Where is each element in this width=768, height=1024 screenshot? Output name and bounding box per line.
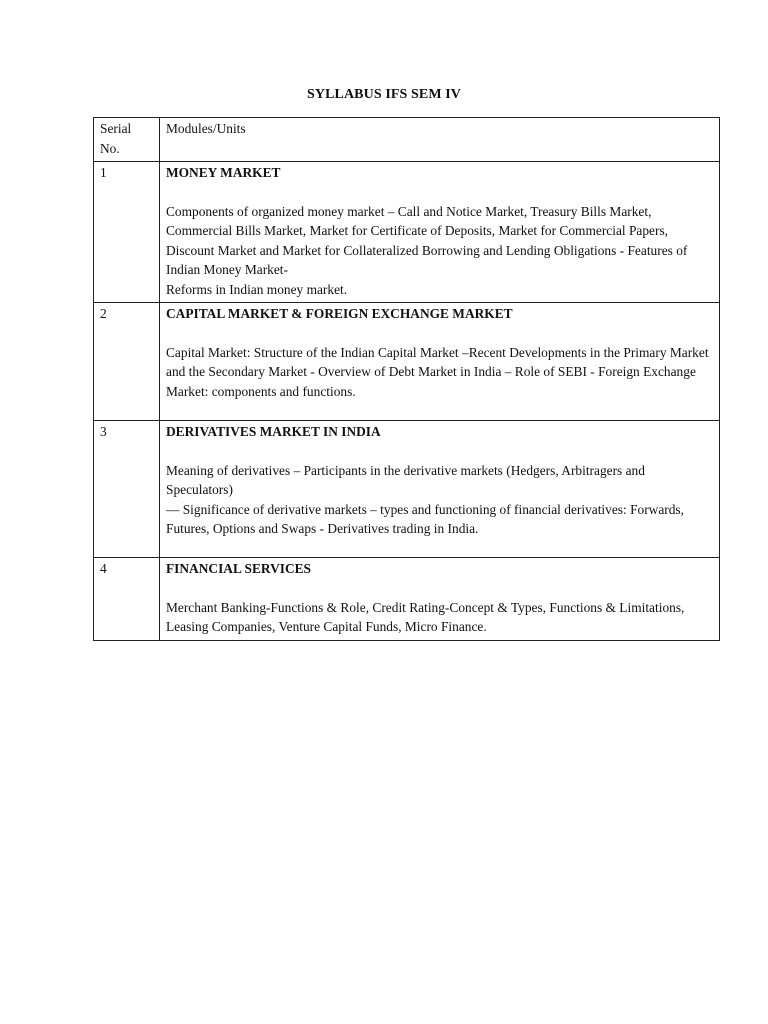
header-serial: Serial No. bbox=[94, 118, 160, 162]
serial-cell: 4 bbox=[94, 558, 160, 641]
module-cell bbox=[160, 421, 720, 558]
module-cell bbox=[160, 558, 720, 641]
module-description bbox=[166, 343, 713, 402]
module-description-line: Capital Market: Structure of the Indian Capital Market –Recent Developments in the Primary Market and the Secondary Market - Overview of Debt Market in India – Role of SEBI - Foreign Exchange Market: components and functions. bbox=[166, 344, 709, 399]
table-row bbox=[94, 162, 720, 303]
serial-cell: 3 bbox=[94, 421, 160, 558]
table-row bbox=[94, 558, 720, 641]
module-title: DERIVATIVES MARKET IN INDIA bbox=[166, 424, 381, 439]
serial-cell: 2 bbox=[94, 303, 160, 421]
serial-cell: 1 bbox=[94, 162, 160, 303]
module-cell bbox=[160, 162, 720, 303]
module-cell bbox=[160, 303, 720, 421]
table-header-row bbox=[94, 118, 720, 162]
module-title: FINANCIAL SERVICES bbox=[166, 561, 312, 576]
module-description-line: — Significance of derivative markets – types and functioning of financial derivatives: Forwards, Futures, Options and Swaps - Derivatives trading in India. bbox=[166, 501, 684, 536]
module-description bbox=[166, 598, 713, 637]
module-title: CAPITAL MARKET & FOREIGN EXCHANGE MARKET bbox=[166, 306, 513, 321]
module-description bbox=[166, 461, 713, 539]
module-title: MONEY MARKET bbox=[166, 165, 281, 180]
table-row bbox=[94, 421, 720, 558]
module-description bbox=[166, 202, 713, 300]
module-description-line: Meaning of derivatives – Participants in the derivative markets (Hedgers, Arbitragers and Speculators) bbox=[166, 462, 645, 497]
document-title: SYLLABUS IFS SEM IV bbox=[307, 87, 461, 102]
header-modules: Modules/Units bbox=[160, 118, 720, 162]
module-description-line: Reforms in Indian money market. bbox=[166, 281, 348, 297]
table-row bbox=[94, 303, 720, 421]
module-description-line: Components of organized money market – Call and Notice Market, Treasury Bills Market, Commercial Bills Market, Market for Certificate of Deposits, Market for Commercial Papers, Discount Market and Market for Collateralized Borrowing and Lending Obligations - Features of Indian Money Market- bbox=[166, 203, 688, 277]
syllabus-table bbox=[93, 117, 720, 641]
module-description-line: Merchant Banking-Functions & Role, Credit Rating-Concept & Types, Functions & Limitations, Leasing Companies, Venture Capital Funds, Micro Finance. bbox=[166, 599, 685, 634]
